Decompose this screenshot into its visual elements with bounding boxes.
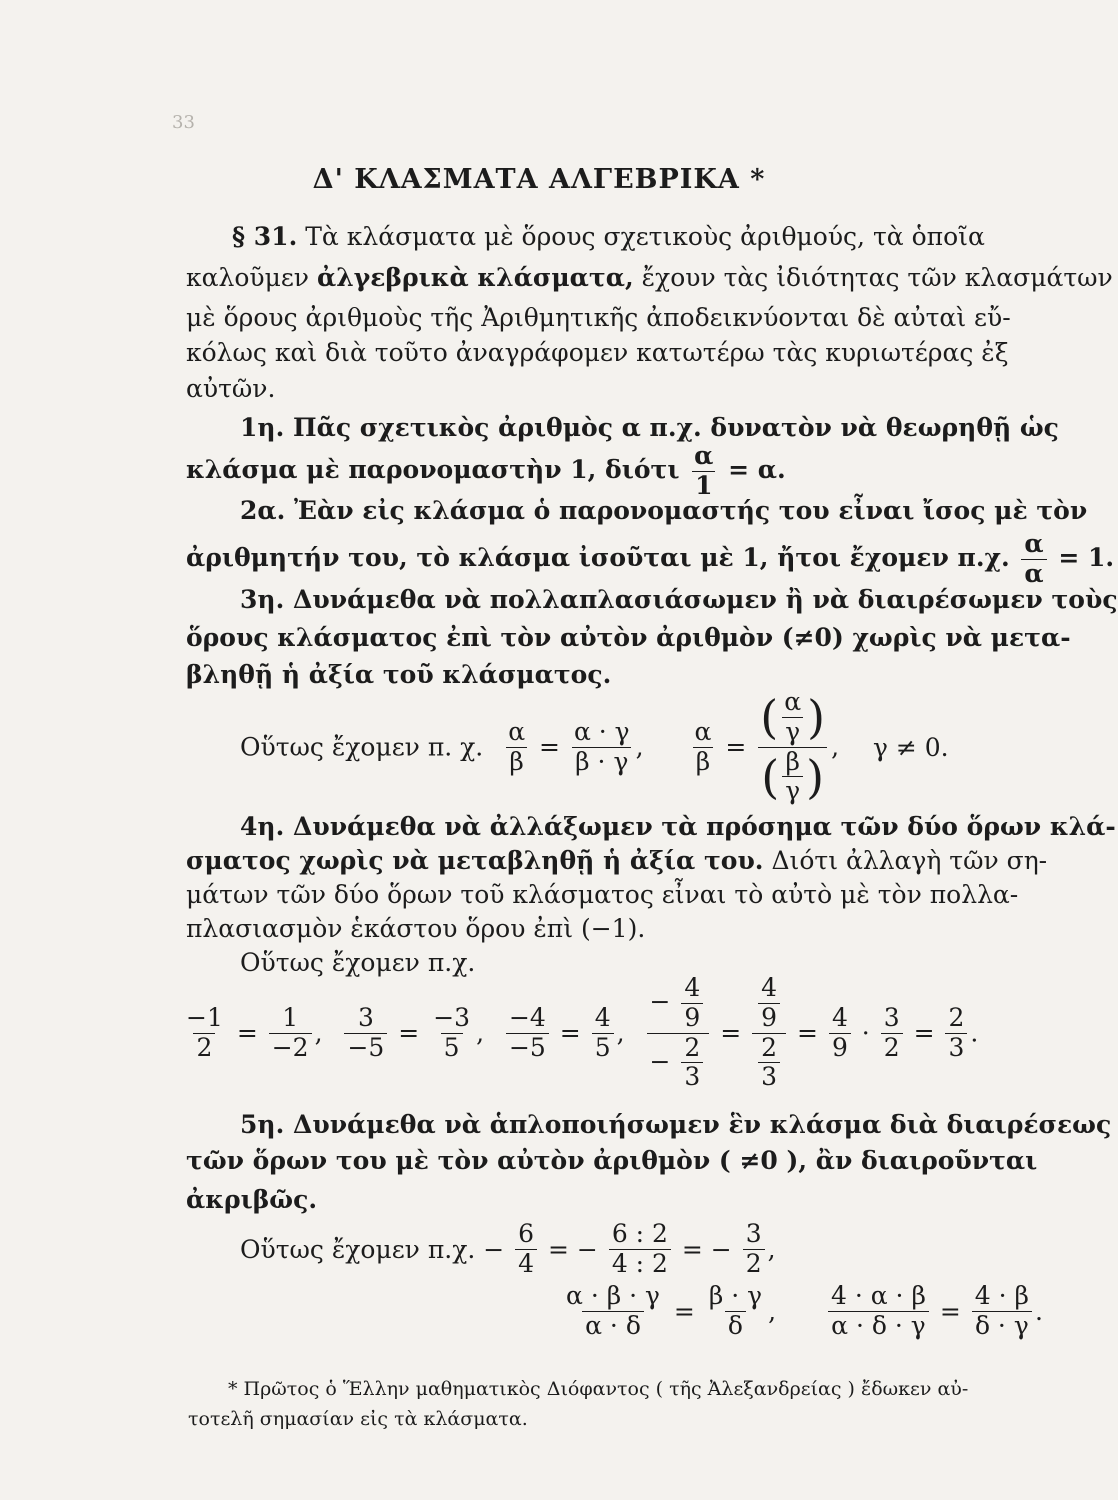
property-5-example-1: Οὕτως ἔχομεν π.χ. − $\frac{6}{4}$ = − $\frac{6 : 2}{4 : 2}$ = − $\frac{3}{2}$ , bbox=[240, 1219, 776, 1278]
property-5-example-2: $\frac{\alpha \cdot \beta \cdot \gamma}{\alpha \cdot \delta}$ = $\frac{\beta \cdot \gamma}{\delta}$ , $\frac{4 \cdot \alpha \cdot \beta}{\alpha \cdot \delta \cdot \gamma}$ = $\frac{4 \cdot \beta}{\delta \cdot \gamma}$ . bbox=[566, 1281, 1043, 1340]
footnote-line-2: τοτελῆ σημασίαν εἰς τὰ κλάσματα. bbox=[188, 1408, 528, 1430]
intro-line-2: καλοῦμεν ἀλγεβρικὰ κλάσματα, ἔχουν τὰς ἰδιότητας τῶν κλασμάτων bbox=[186, 263, 1113, 292]
property-5-line-1: 5η. Δυνάμεθα νὰ ἁπλοποιήσωμεν ἓν κλάσμα διὰ διαιρέσεως bbox=[240, 1110, 1112, 1139]
compound-fraction-positive: $\frac{\frac{4}{9}}{\frac{2}{3}}$ bbox=[752, 974, 786, 1092]
property-3-line-1: 3η. Δυνάμεθα νὰ πολλαπλασιάσωμεν ἢ νὰ διαιρέσωμεν τοὺς bbox=[240, 585, 1118, 614]
property-2-line-1: 2α. Ἐὰν εἰς κλάσμα ὁ παρονομαστής του εἶναι ἴσος μὲ τὸν bbox=[240, 496, 1088, 525]
page-number: 33 bbox=[172, 112, 195, 133]
intro-line-3: μὲ ὅρους ἀριθμοὺς τῆς Ἀριθμητικῆς ἀποδεικνύονται δὲ αὐταὶ εὔ- bbox=[186, 303, 1011, 332]
intro-line-4: κόλως καὶ διὰ τοῦτο ἀναγράφομεν κατωτέρω τὰς κυριωτέρας ἐξ bbox=[186, 338, 1009, 367]
fraction-a-over-1: $\frac{\alpha}{1}$ bbox=[691, 442, 716, 501]
property-3-example: Οὕτως ἔχομεν π. χ. $\frac{\alpha}{\beta}$ = $\frac{\alpha \cdot \gamma}{\beta \cdot \gamma}$ , $\frac{\alpha}{\beta}$ = ( $\frac{\alpha}{\gamma}$ ) ( $\frac{\beta}{\gamma}$ ) , γ ≠ 0. bbox=[240, 687, 949, 806]
compound-fraction: ( $\frac{\alpha}{\gamma}$ ) ( $\frac{\beta}{\gamma}$ ) bbox=[757, 688, 828, 806]
term-algebraic-fractions: ἀλγεβρικὰ κλάσματα, bbox=[316, 263, 634, 292]
property-4-example: $\frac{-1}{2}$ = $\frac{1}{-2}$ , $\frac{3}{-5}$ = $\frac{-3}{5}$ , $\frac{-4}{-5}$ = $\frac{4}{5}$ , − $\frac{4}{9}$ − $\frac{2}{3}$ = $\frac{\frac{4}{9}}{\frac{2}{3}}$ = $\frac{4}{9}$ · $\frac{3}{2}$ = $\frac{2}{3}$ . bbox=[186, 973, 979, 1092]
property-2-line-2: ἀριθμητήν του, τὸ κλάσμα ἰσοῦται μὲ 1, ἤτοι ἔχομεν π.χ. $\frac{\alpha}{\alpha}$ = 1. bbox=[186, 529, 1115, 588]
section-number: § 31. bbox=[232, 222, 298, 251]
property-4-line-1: 4η. Δυνάμεθα νὰ ἀλλάξωμεν τὰ πρόσημα τῶν δύο ὅρων κλά- bbox=[240, 812, 1116, 841]
fraction-a-over-a: $\frac{\alpha}{\alpha}$ bbox=[1021, 530, 1046, 589]
compound-fraction-negative: − $\frac{4}{9}$ − $\frac{2}{3}$ bbox=[647, 974, 710, 1092]
property-4-example-label: Οὕτως ἔχομεν π.χ. bbox=[240, 948, 476, 977]
intro-line-1: § 31. Τὰ κλάσματα μὲ ὅρους σχετικοὺς ἀριθμούς, τὰ ὁποῖα bbox=[232, 222, 985, 251]
section-title: Δ' ΚΛΑΣΜΑΤΑ ΑΛΓΕΒΡΙΚΑ * bbox=[312, 164, 766, 195]
intro-line-5: αὐτῶν. bbox=[186, 374, 276, 403]
property-3-line-2: ὅρους κλάσματος ἐπὶ τὸν αὐτὸν ἀριθμὸν (≠0) χωρὶς νὰ μετα- bbox=[186, 623, 1071, 652]
property-5-line-2: τῶν ὅρων του μὲ τὸν αὐτὸν ἀριθμὸν ( ≠0 ), ἂν διαιροῦνται bbox=[186, 1146, 1038, 1175]
property-4-line-4: πλασιασμὸν ἑκάστου ὅρου ἐπὶ (−1). bbox=[186, 914, 646, 943]
footnote-line-1: * Πρῶτος ὁ Ἕλλην μαθηματικὸς Διόφαντος ( τῆς Ἀλεξανδρείας ) ἔδωκεν αὐ- bbox=[228, 1378, 969, 1400]
property-1-line-2: κλάσμα μὲ παρονομαστὴν 1, διότι $\frac{\alpha}{1}$ = α. bbox=[186, 441, 786, 500]
property-1-line-1: 1η. Πᾶς σχετικὸς ἀριθμὸς α π.χ. δυνατὸν νὰ θεωρηθῇ ὡς bbox=[240, 413, 1059, 442]
property-5-line-3: ἀκριβῶς. bbox=[186, 1185, 318, 1214]
property-4-line-3: μάτων τῶν δύο ὅρων τοῦ κλάσματος εἶναι τὸ αὐτὸ μὲ τὸν πολλα- bbox=[186, 880, 1019, 909]
property-4-line-2: σματος χωρὶς νὰ μεταβληθῇ ἡ ἀξία του. Διότι ἀλλαγὴ τῶν ση- bbox=[186, 846, 1048, 875]
property-3-line-3: βληθῇ ἡ ἀξία τοῦ κλάσματος. bbox=[186, 660, 612, 689]
